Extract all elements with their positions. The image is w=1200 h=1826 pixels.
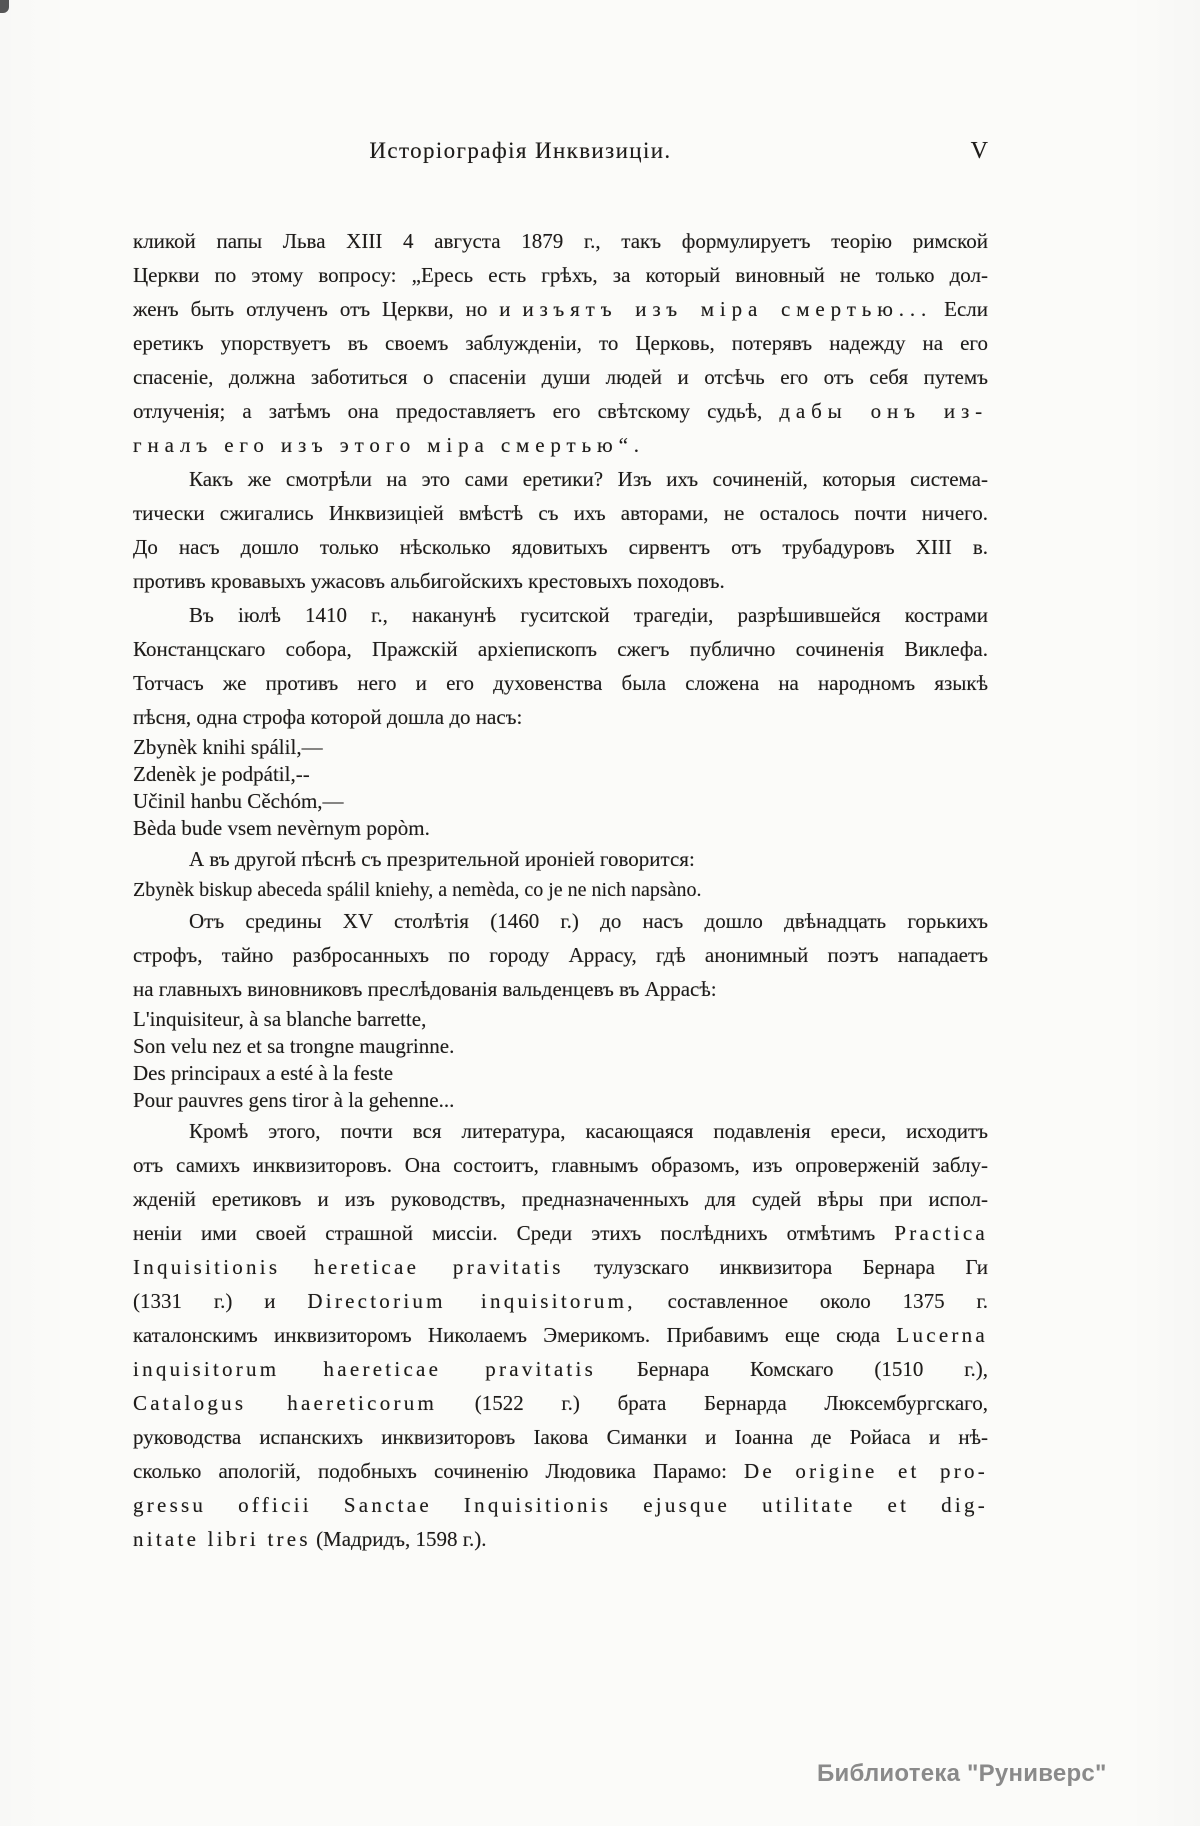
text-line — [133, 761, 988, 788]
verse-block — [133, 1006, 988, 1114]
text-line — [133, 394, 988, 428]
text-line — [133, 972, 988, 1006]
text-column — [133, 0, 988, 1556]
body-text: Церкви по этому вопросу: „Ересь есть грѣхъ, за который виновный не только дол- — [133, 263, 988, 287]
paragraph — [133, 904, 988, 1006]
text-line — [133, 842, 988, 876]
body-text: составленное около 1375 г. — [635, 1289, 988, 1313]
text-line — [133, 788, 988, 815]
paragraph — [133, 598, 988, 734]
text-line — [133, 815, 988, 842]
body-text: Тотчасъ же противъ него и его духовенства была сложена на народномъ языкѣ — [133, 671, 988, 695]
verse-block — [133, 734, 988, 842]
body-text: на главныхъ виновниковъ преслѣдованія вальденцевъ въ Аррасѣ: — [133, 977, 717, 1001]
body-text: женъ быть отлученъ отъ Церкви, но и — [133, 297, 523, 321]
emphasized-text: Catalogus haereticorum — [133, 1391, 438, 1415]
text-line — [133, 700, 988, 734]
text-line — [133, 1488, 988, 1522]
body-text: (1522 г.) брата Бернарда Люксембургскаго, — [437, 1391, 989, 1415]
paragraph — [133, 462, 988, 598]
text-line — [133, 1352, 988, 1386]
body-text: Констанцскаго собора, Пражскій архіепископъ сжегъ публично сочиненія Виклефа. — [133, 637, 988, 661]
text-line — [133, 462, 988, 496]
body-text: Des principaux a esté à la feste — [133, 1061, 394, 1085]
body-text: строфъ, тайно разбросанныхъ по городу Аррасу, гдѣ анонимный поэтъ нападаетъ — [133, 943, 988, 967]
emphasized-text: гналъ его изъ этого міра смертью“. — [133, 433, 645, 457]
body-text: кликой папы Льва XIII 4 августа 1879 г., такъ формулируетъ теорію римской — [133, 229, 988, 253]
body-text: Bèda bude vsem nevèrnym popòm. — [133, 816, 430, 840]
emphasized-text: Lucerna — [896, 1323, 988, 1347]
body-text: А въ другой пѣснѣ съ презрительной ироніей говорится: — [189, 847, 695, 871]
text-line — [133, 1318, 988, 1352]
emphasized-text: Inquisitionis hereticae pravitatis — [133, 1255, 564, 1279]
body-text: отъ самихъ инквизиторовъ. Она состоитъ, главнымъ образомъ, изъ опроверженій заблу- — [133, 1153, 988, 1177]
text-line — [133, 1087, 988, 1114]
text-line — [133, 1386, 988, 1420]
text-line — [133, 734, 988, 761]
text-line — [133, 258, 988, 292]
body-text: Pour pauvres gens tiror à la gehenne... — [133, 1088, 455, 1112]
body-text: каталонскимъ инквизиторомъ Николаемъ Эмерикомъ. Прибавимъ еще сюда — [133, 1323, 897, 1347]
paragraph — [133, 1114, 988, 1556]
library-watermark: Библиотека "Руниверс" — [817, 1760, 1107, 1787]
text-line — [133, 496, 988, 530]
body-text: еретикъ упорствуетъ въ своемъ заблужденіи, то Церковь, потерявъ надежду на его — [133, 331, 988, 355]
text-line — [133, 1522, 988, 1556]
body-text: (Мадридъ, 1598 г.). — [310, 1527, 487, 1551]
body-text: До насъ дошло только нѣсколько ядовитыхъ сирвентъ отъ трубадуровъ XIII в. — [133, 535, 988, 559]
body-text: противъ кровавыхъ ужасовъ альбигойскихъ крестовыхъ походовъ. — [133, 569, 725, 593]
body-text: Если — [932, 297, 988, 321]
emphasized-text: дабы онъ из- — [779, 399, 988, 423]
text-line — [133, 530, 988, 564]
text-line — [133, 564, 988, 598]
text-line — [133, 1420, 988, 1454]
body-text: сколько апологій, подобныхъ сочиненію Людовика Парамо: — [133, 1459, 745, 1483]
page-title: Исторіографія Инквизиціи. — [369, 138, 672, 163]
emphasized-text: nitate libri tres — [133, 1527, 311, 1551]
text-line — [133, 1114, 988, 1148]
text-line — [133, 360, 988, 394]
page-number: V — [970, 138, 988, 164]
emphasized-text: изъятъ изъ міра смертью... — [522, 297, 933, 321]
emphasized-text: inquisitorum haereticae pravitatis — [133, 1357, 596, 1381]
text-line — [133, 938, 988, 972]
paragraph — [133, 842, 988, 876]
text-line — [133, 1454, 988, 1488]
text-line — [133, 632, 988, 666]
emphasized-text: gressu officii Sanctae Inquisitionis ejusque utilitate et dig- — [133, 1493, 988, 1517]
body-text: неніи ими своей страшной миссіи. Среди этихъ послѣднихъ отмѣтимъ — [133, 1221, 895, 1245]
emphasized-text: Practica — [894, 1221, 988, 1245]
text-line — [133, 1148, 988, 1182]
text-line — [133, 666, 988, 700]
body-text: Бернара Комскаго (1510 г.), — [596, 1357, 988, 1381]
text-line — [133, 224, 988, 258]
text-line — [133, 1250, 988, 1284]
body-text: Какъ же смотрѣли на это сами еретики? Изъ ихъ сочиненій, которыя система- — [189, 467, 988, 491]
body-text: тически сжигались Инквизиціей вмѣстѣ съ ихъ авторами, не осталось почти ничего. — [133, 501, 988, 525]
text-line — [133, 1182, 988, 1216]
page-body-text — [133, 224, 988, 1556]
body-text: Učinil hanbu Cěchóm,— — [133, 789, 344, 813]
text-line — [133, 1284, 988, 1318]
body-text: Zbynèk biskup abeceda spálil kniehy, a nemèda, co je ne nich napsàno. — [133, 879, 702, 901]
body-text: L'inquisiteur, à sa blanche barrette, — [133, 1007, 427, 1031]
text-line — [133, 1216, 988, 1250]
emphasized-text: Directorium inquisitorum, — [307, 1289, 636, 1313]
body-text: Въ іюлѣ 1410 г., наканунѣ гуситской трагедіи, разрѣшившейся кострами — [189, 603, 988, 627]
text-line — [133, 1006, 988, 1033]
body-text: пѣсня, одна строфа которой дошла до насъ: — [133, 705, 523, 729]
body-text: жденій еретиковъ и изъ руководствъ, предназначенныхъ для судей вѣры при испол- — [133, 1187, 988, 1211]
text-line — [133, 904, 988, 938]
emphasized-text: De origine et pro- — [744, 1459, 988, 1483]
text-line — [133, 876, 988, 904]
scan-edge-artifact — [0, 0, 9, 13]
text-line — [133, 326, 988, 360]
body-text: Отъ средины XV столѣтія (1460 г.) до насъ дошло двѣнадцать горькихъ — [189, 909, 988, 933]
body-text: Кромѣ этого, почти вся литература, касающаяся подавленія ереси, исходитъ — [189, 1119, 988, 1143]
running-head — [133, 134, 988, 170]
body-text: Zbynèk knihi spálil,— — [133, 735, 323, 759]
body-text: Son velu nez et sa trongne maugrinne. — [133, 1034, 455, 1058]
text-line — [133, 292, 988, 326]
text-line — [133, 1060, 988, 1087]
text-line — [133, 428, 988, 462]
body-text: спасеніе, должна заботиться о спасеніи души людей и отсѣчь его отъ себя путемъ — [133, 365, 988, 389]
body-text: Zdenèk je podpátil,-- — [133, 762, 310, 786]
body-text: (1331 г.) и — [133, 1289, 308, 1313]
text-line — [133, 598, 988, 632]
quote-line-block — [133, 876, 988, 904]
text-line — [133, 1033, 988, 1060]
body-text: тулузскаго инквизитора Бернара Ги — [563, 1255, 989, 1279]
paragraph — [133, 224, 988, 462]
body-text: отлученія; а затѣмъ она предоставляетъ его свѣтскому судьѣ, — [133, 399, 780, 423]
body-text: руководства испанскихъ инквизиторовъ Іакова Симанки и Іоанна де Ройаса и нѣ- — [133, 1425, 988, 1449]
